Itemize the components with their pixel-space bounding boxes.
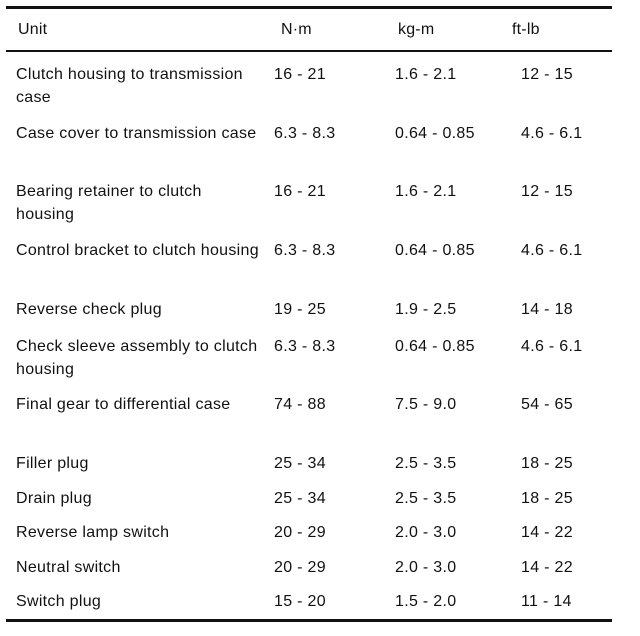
cell-nm: 6.3 - 8.3	[274, 242, 336, 259]
cell-nm: 6.3 - 8.3	[274, 125, 336, 142]
cell-ftlb: 4.6 - 6.1	[521, 338, 583, 355]
cell-kgm: 1.5 - 2.0	[395, 593, 457, 610]
cell-kgm: 2.5 - 3.5	[395, 455, 457, 472]
unit-text: Neutral switch	[16, 559, 121, 576]
cell-unit	[16, 393, 261, 416]
unit-text: Control bracket to clutch housing	[16, 242, 259, 259]
cell-unit	[16, 239, 261, 262]
cell-kgm: 7.5 - 9.0	[395, 396, 457, 413]
cell-unit	[16, 452, 261, 475]
cell-unit	[16, 180, 261, 226]
unit-text: Switch plug	[16, 593, 102, 610]
header-ftlb: ft-lb	[512, 21, 540, 38]
unit-text: Reverse check plug	[16, 301, 162, 318]
unit-text: Reverse lamp switch	[16, 524, 170, 541]
torque-specification-table	[6, 6, 612, 624]
cell-nm: 74 - 88	[274, 396, 326, 413]
unit-text: Clutch housing to transmission case	[16, 66, 243, 106]
cell-nm: 25 - 34	[274, 490, 326, 507]
cell-ftlb: 12 - 15	[521, 66, 573, 83]
cell-kgm: 2.0 - 3.0	[395, 559, 457, 576]
cell-ftlb: 14 - 18	[521, 301, 573, 318]
cell-nm: 20 - 29	[274, 559, 326, 576]
cell-ftlb: 14 - 22	[521, 524, 573, 541]
unit-text: Filler plug	[16, 455, 89, 472]
cell-nm: 6.3 - 8.3	[274, 338, 336, 355]
unit-text: Final gear to differential case	[16, 396, 231, 413]
cell-unit	[16, 487, 261, 510]
unit-text: Check sleeve assembly to clutch housing	[16, 338, 258, 378]
unit-text: Drain plug	[16, 490, 92, 507]
cell-nm: 19 - 25	[274, 301, 326, 318]
cell-kgm: 2.0 - 3.0	[395, 524, 457, 541]
table-bottom-rule	[6, 619, 612, 622]
cell-ftlb: 54 - 65	[521, 396, 573, 413]
cell-nm: 16 - 21	[274, 183, 326, 200]
cell-kgm: 0.64 - 0.85	[395, 242, 475, 259]
cell-ftlb: 12 - 15	[521, 183, 573, 200]
cell-nm: 16 - 21	[274, 66, 326, 83]
table-top-rule	[6, 6, 612, 9]
cell-unit	[16, 298, 261, 321]
cell-unit	[16, 122, 261, 145]
cell-kgm: 2.5 - 3.5	[395, 490, 457, 507]
unit-text: Bearing retainer to clutch housing	[16, 183, 202, 223]
cell-unit	[16, 556, 261, 579]
cell-ftlb: 4.6 - 6.1	[521, 125, 583, 142]
header-unit: Unit	[18, 21, 48, 38]
cell-kgm: 1.9 - 2.5	[395, 301, 457, 318]
cell-unit	[16, 590, 261, 613]
cell-unit	[16, 63, 261, 109]
cell-ftlb: 11 - 14	[521, 593, 572, 610]
cell-ftlb: 14 - 22	[521, 559, 573, 576]
cell-kgm: 0.64 - 0.85	[395, 338, 475, 355]
table-header-rule	[6, 50, 612, 52]
cell-unit	[16, 335, 261, 381]
cell-nm: 20 - 29	[274, 524, 326, 541]
cell-ftlb: 18 - 25	[521, 455, 573, 472]
cell-nm: 25 - 34	[274, 455, 326, 472]
cell-ftlb: 18 - 25	[521, 490, 573, 507]
cell-kgm: 1.6 - 2.1	[395, 66, 457, 83]
unit-text: Case cover to transmission case	[16, 125, 257, 142]
cell-unit	[16, 521, 261, 544]
header-nm: N·m	[281, 21, 312, 38]
cell-kgm: 0.64 - 0.85	[395, 125, 475, 142]
cell-nm: 15 - 20	[274, 593, 326, 610]
cell-kgm: 1.6 - 2.1	[395, 183, 457, 200]
header-kgm: kg-m	[398, 21, 435, 38]
cell-ftlb: 4.6 - 6.1	[521, 242, 583, 259]
